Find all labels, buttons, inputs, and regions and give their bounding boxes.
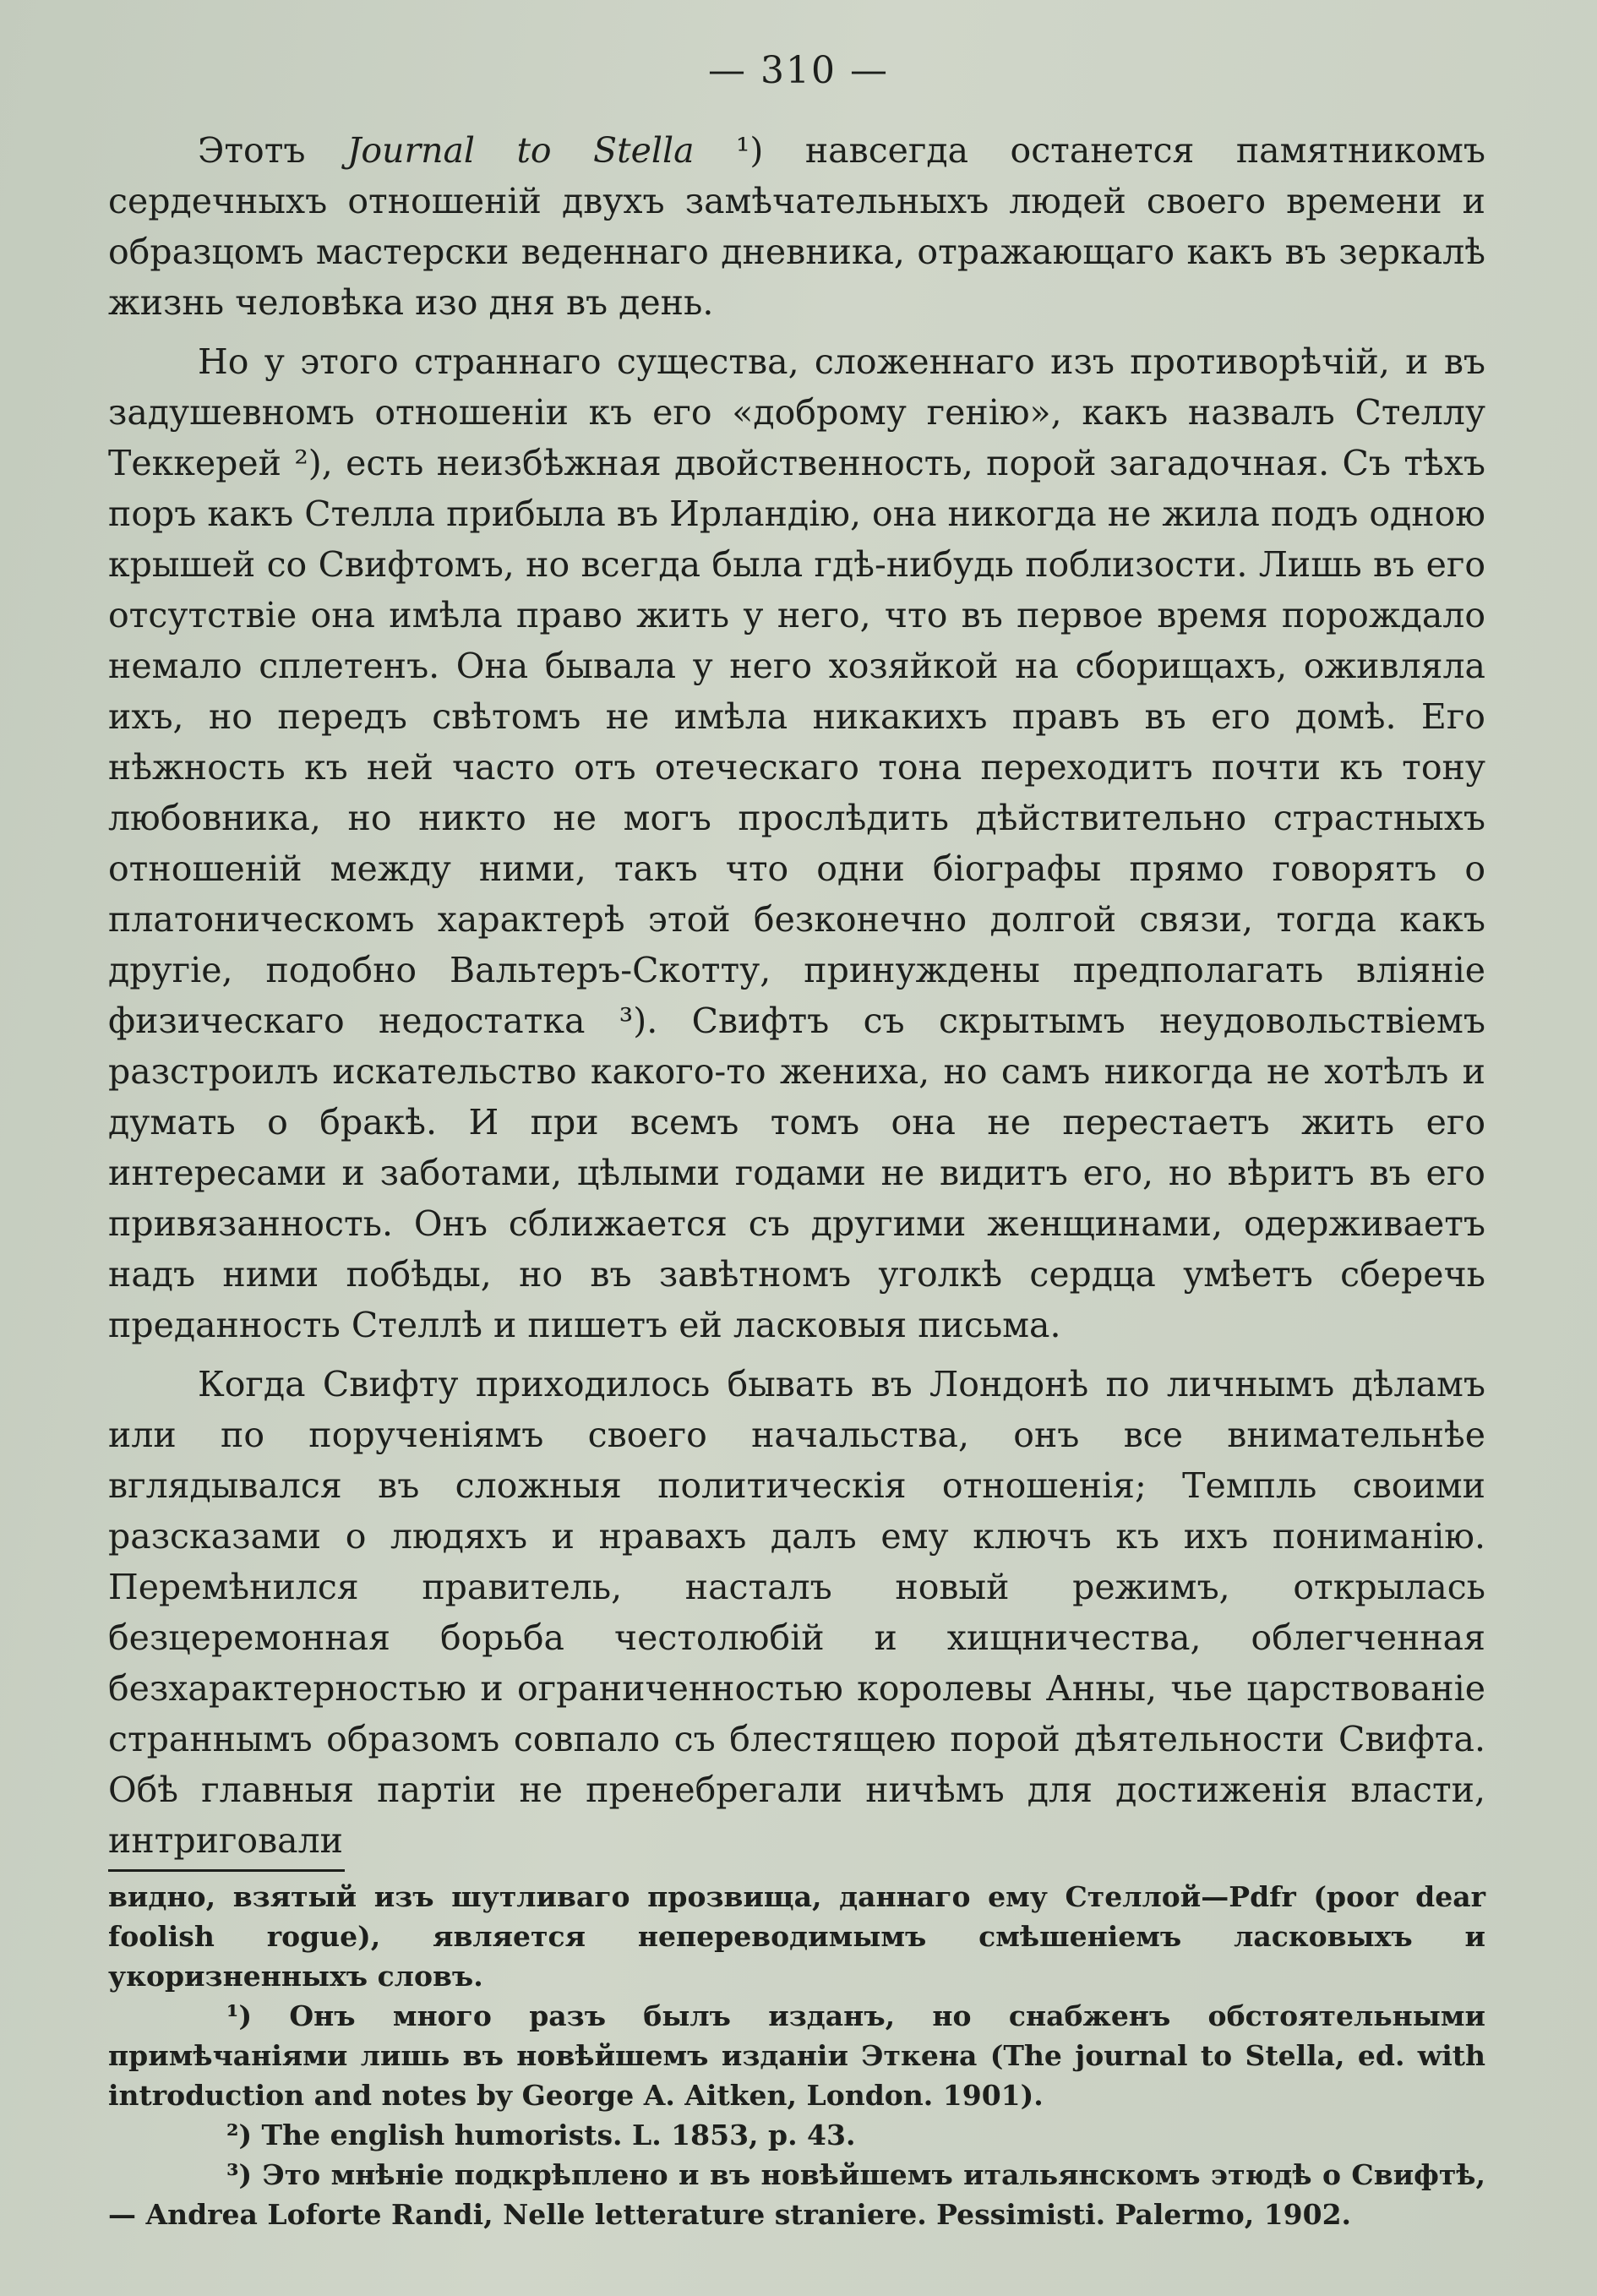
paragraph-1-before: Этотъ [198,130,347,171]
footnote-1: ¹) Онъ много разъ былъ изданъ, но снабженъ обстоятельными примѣчаніями лишь въ новѣйшемъ изданіи Эткена (The journal to Stella, ed. with introduction and notes by George A. Aitken, London. 1901). [108,1999,1485,2112]
footnote-2: ²) The english humorists. L. 1853, p. 43. [226,2119,856,2151]
footnote-3: ³) Это мнѣніе подкрѣплено и въ новѣйшемъ итальянскомъ этюдѣ о Свифтѣ,— Andrea Loforte Randi, Nelle letterature straniere. Pessimisti. Palermo, 1902. [108,2158,1485,2231]
paragraph-1-after: ¹) навсегда останется памятникомъ сердечныхъ отношеній двухъ замѣчательныхъ людей своего времени и образцомъ мастерски веденнаго дневника, отражающаго какъ въ зеркалѣ жизнь человѣка изо дня въ день. [108,130,1485,323]
footnote-continuation: видно, взятый изъ шутливаго прозвища, даннаго ему Стеллой—Pdfr (poor dear foolish rogue), является непереводимымъ смѣшеніемъ ласковыхъ и укоризненныхъ словъ. [108,1880,1485,1993]
paragraph-1 [108,125,1485,328]
journal-title: Journal to Stella [346,130,695,171]
page-number: — 310 — [708,49,889,92]
footnotes [108,1869,1485,2234]
paragraph-3: Когда Свифту приходилось бывать въ Лондонѣ по личнымъ дѣламъ или по порученіямъ своего начальства, онъ все внимательнѣе вглядывался въ сложныя политическія отношенія; Темпль своими разсказами о людяхъ и нравахъ далъ ему ключъ къ ихъ пониманію. Перемѣнился правитель, насталъ новый режимъ, открылась безцеремонная борьба честолюбій и хищничества, облегченная безхарактерностью и ограниченностью королевы Анны, чье царствованіе страннымъ образомъ совпало съ блестящею порой дѣятельности Свифта. Обѣ главныя партіи не пренебрегали ничѣмъ для достиженія власти, интриговали [108,1364,1485,1861]
main-text [108,125,1485,1866]
paragraph-2: Но у этого страннаго существа, сложеннаго изъ противорѣчій, и въ задушевномъ отношеніи къ его «доброму генію», какъ назвалъ Стеллу Теккерей ²), есть неизбѣжная двойственность, порой загадочная. Съ тѣхъ поръ какъ Стелла прибыла въ Ирландію, она никогда не жила подъ одною крышей со Свифтомъ, но всегда была гдѣ-нибудь поблизости. Лишь въ его отсутствіе она имѣла право жить у него, что въ первое время порождало немало сплетенъ. Она бывала у него хозяйкой на сборищахъ, оживляла ихъ, но передъ свѣтомъ не имѣла никакихъ правъ въ его домѣ. Его нѣжность къ ней часто отъ отеческаго тона переходитъ почти къ тону любовника, но никто не могъ прослѣдить дѣйствительно страстныхъ отношеній между ними, такъ что одни біографы прямо говорятъ о платоническомъ характерѣ этой безконечно долгой связи, тогда какъ другіе, подобно Вальтеръ-Скотту, принуждены предполагать вліяніе физическаго недостатка ³). Свифтъ съ скрытымъ неудовольствіемъ разстроилъ искательство какого-то жениха, но самъ никогда не хотѣлъ и думать о бракѣ. И при всемъ томъ она не перестаетъ жить его интересами и заботами, цѣлыми годами не видитъ его, но вѣритъ въ его привязанность. Онъ сближается съ другими женщинами, одерживаетъ надъ ними побѣды, но въ завѣтномъ уголкѣ сердца умѣетъ сберечь преданность Стеллѣ и пишетъ ей ласковыя письма. [108,341,1485,1345]
footnote-rule [108,1869,345,1872]
